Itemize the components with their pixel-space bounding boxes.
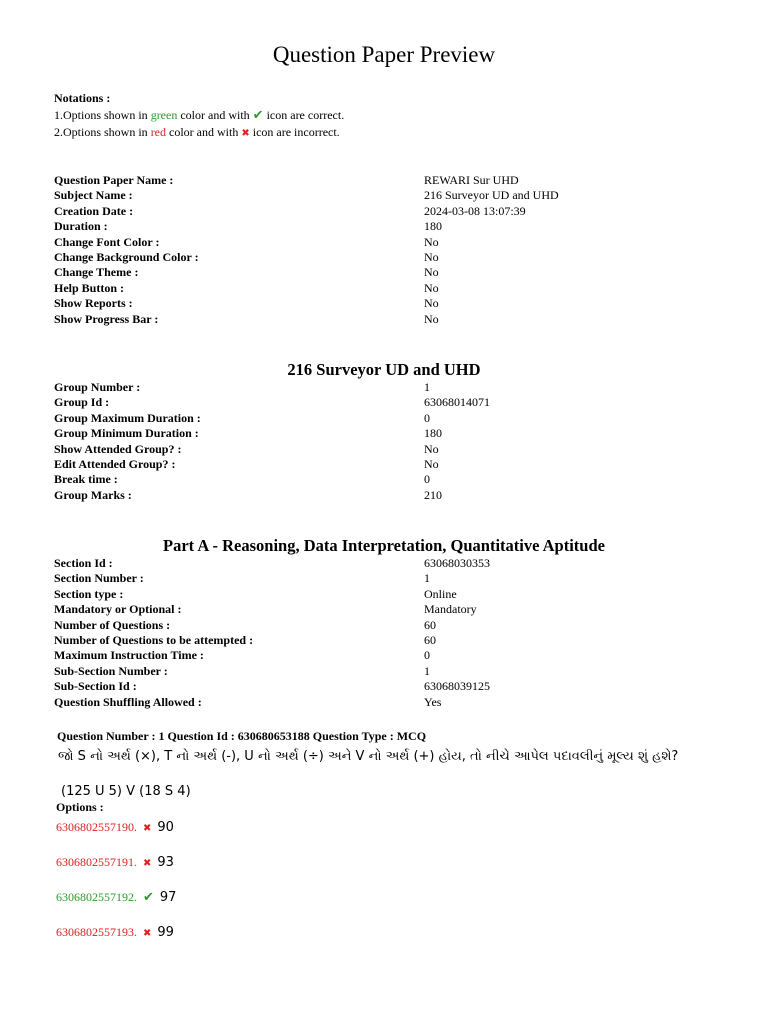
info-value: 0 (424, 648, 430, 663)
info-label: Group Number : (54, 380, 141, 394)
page-title: Question Paper Preview (272, 42, 496, 67)
info-row (54, 587, 490, 602)
info-label: Show Attended Group? : (54, 441, 182, 456)
info-row (54, 664, 490, 679)
info-label: Number of Questions : (54, 617, 171, 632)
info-label: Edit Attended Group? : (54, 457, 176, 472)
info-label: Break time : (54, 472, 118, 487)
info-value: 1 (424, 663, 430, 678)
info-label: Group Id : (54, 395, 110, 410)
cross-icon: ✖ (143, 858, 152, 869)
info-label: Number of Questions to be attempted : (54, 633, 254, 648)
info-label: Help Button : (54, 280, 125, 295)
info-value: 60 (424, 633, 436, 648)
info-row (54, 618, 490, 633)
green-word: green (150, 107, 178, 122)
info-value: 0 (424, 472, 430, 487)
red-word: red (150, 125, 167, 139)
group-info-table (54, 380, 490, 503)
info-value: 1 (424, 380, 430, 394)
info-label: Mandatory or Optional : (54, 602, 182, 617)
info-row (54, 633, 490, 648)
check-icon: ✔ (252, 107, 264, 123)
info-row (54, 602, 490, 617)
info-label: Sub-Section Number : (54, 663, 168, 678)
info-label: Change Theme : (54, 265, 139, 280)
info-row (54, 395, 490, 410)
info-value: 210 (424, 487, 442, 502)
question-text: જો S નો અર્થ (×), T નો અર્થ (-), U નો અર્થ (÷) અને V નો અર્થ (+) હોય, તો નીચે આપેલ પદાવલીનું મૂલ્ય શું હશે? (58, 749, 679, 764)
info-value: No (424, 250, 439, 265)
info-value: No (424, 296, 439, 311)
info-row (54, 188, 559, 203)
info-value: 60 (424, 617, 436, 632)
group-title: 216 Surveyor UD and UHD (287, 360, 481, 379)
option-item[interactable] (56, 890, 176, 905)
info-value: No (424, 311, 439, 326)
info-row (54, 648, 490, 663)
info-label: Group Minimum Duration : (54, 426, 199, 441)
info-row (54, 250, 559, 265)
info-label: Change Background Color : (54, 250, 199, 265)
info-label: Question Paper Name : (54, 173, 174, 187)
paper-info-table (54, 173, 559, 327)
info-row (54, 411, 490, 426)
info-value: No (424, 234, 439, 249)
question-expression: (125 U 5) V (18 S 4) (61, 784, 191, 799)
info-value: 180 (424, 426, 442, 441)
info-row (54, 679, 490, 694)
cross-icon: ✖ (143, 928, 152, 939)
info-label: Sub-Section Id : (54, 679, 137, 694)
info-value: No (424, 457, 439, 472)
info-label: Change Font Color : (54, 234, 160, 249)
option-item[interactable] (56, 820, 174, 835)
info-row (54, 556, 490, 571)
info-row (54, 426, 490, 441)
check-icon: ✔ (143, 890, 154, 905)
info-label: Section Id : (54, 556, 113, 570)
info-value: 2024-03-08 13:07:39 (424, 203, 526, 218)
info-row (54, 204, 559, 219)
notations-heading: Notations : (54, 91, 111, 105)
info-value: 180 (424, 219, 442, 234)
info-value: 63068039125 (424, 679, 490, 694)
option-value: 90 (157, 820, 174, 835)
option-value: 93 (157, 855, 174, 870)
info-value: 63068030353 (424, 556, 490, 570)
info-value: No (424, 441, 439, 456)
info-label: Subject Name : (54, 188, 133, 203)
option-item[interactable] (56, 855, 174, 870)
info-row (54, 173, 559, 188)
info-label: Question Shuffling Allowed : (54, 694, 202, 709)
option-id: 6306802557190. (56, 820, 137, 834)
question-header: Question Number : 1 Question Id : 630680653188 Question Type : MCQ (57, 729, 427, 743)
info-label: Section Number : (54, 571, 144, 586)
option-id: 6306802557191. (56, 855, 137, 869)
info-value: REWARI Sur UHD (424, 173, 519, 187)
option-value: 97 (159, 890, 177, 905)
section-info-table (54, 556, 490, 710)
info-row (54, 281, 559, 296)
info-value: 0 (424, 410, 430, 425)
info-value: Online (424, 586, 457, 601)
info-label: Group Marks : (54, 487, 132, 502)
info-label: Maximum Instruction Time : (54, 648, 204, 663)
option-item[interactable] (56, 925, 174, 940)
info-value: Yes (424, 694, 442, 709)
info-label: Show Reports : (54, 296, 133, 311)
info-row (54, 695, 490, 710)
info-row (54, 235, 559, 250)
option-value: 99 (157, 925, 174, 940)
notations (54, 90, 344, 143)
info-row (54, 296, 559, 311)
notation-correct: 1.Options shown in green color and with ✔ icon are correct. (54, 107, 345, 123)
info-value: No (424, 280, 439, 295)
info-value: Mandatory (424, 602, 477, 617)
info-label: Group Maximum Duration : (54, 410, 201, 425)
info-value: 216 Surveyor UD and UHD (424, 188, 559, 203)
section-title: Part A - Reasoning, Data Interpretation, Quantitative Aptitude (163, 536, 605, 555)
cross-icon: ✖ (143, 823, 152, 834)
option-id: 6306802557192. (56, 890, 137, 904)
info-value: 1 (424, 571, 430, 586)
info-label: Creation Date : (54, 203, 134, 218)
info-label: Section type : (54, 586, 124, 601)
notation-incorrect: 2.Options shown in red color and with ✖ icon are incorrect. (54, 125, 340, 139)
info-row (54, 571, 490, 586)
info-row (54, 472, 490, 487)
info-row (54, 312, 559, 327)
info-row (54, 442, 490, 457)
info-row (54, 488, 490, 503)
info-value: No (424, 265, 439, 280)
option-id: 6306802557193. (56, 925, 137, 939)
info-row (54, 265, 559, 280)
options-label: Options : (56, 800, 104, 814)
info-row (54, 457, 490, 472)
info-label: Show Progress Bar : (54, 311, 159, 326)
cross-icon: ✖ (241, 128, 250, 139)
info-label: Duration : (54, 219, 108, 234)
info-value: 63068014071 (424, 395, 490, 410)
info-row (54, 380, 490, 395)
info-row (54, 219, 559, 234)
